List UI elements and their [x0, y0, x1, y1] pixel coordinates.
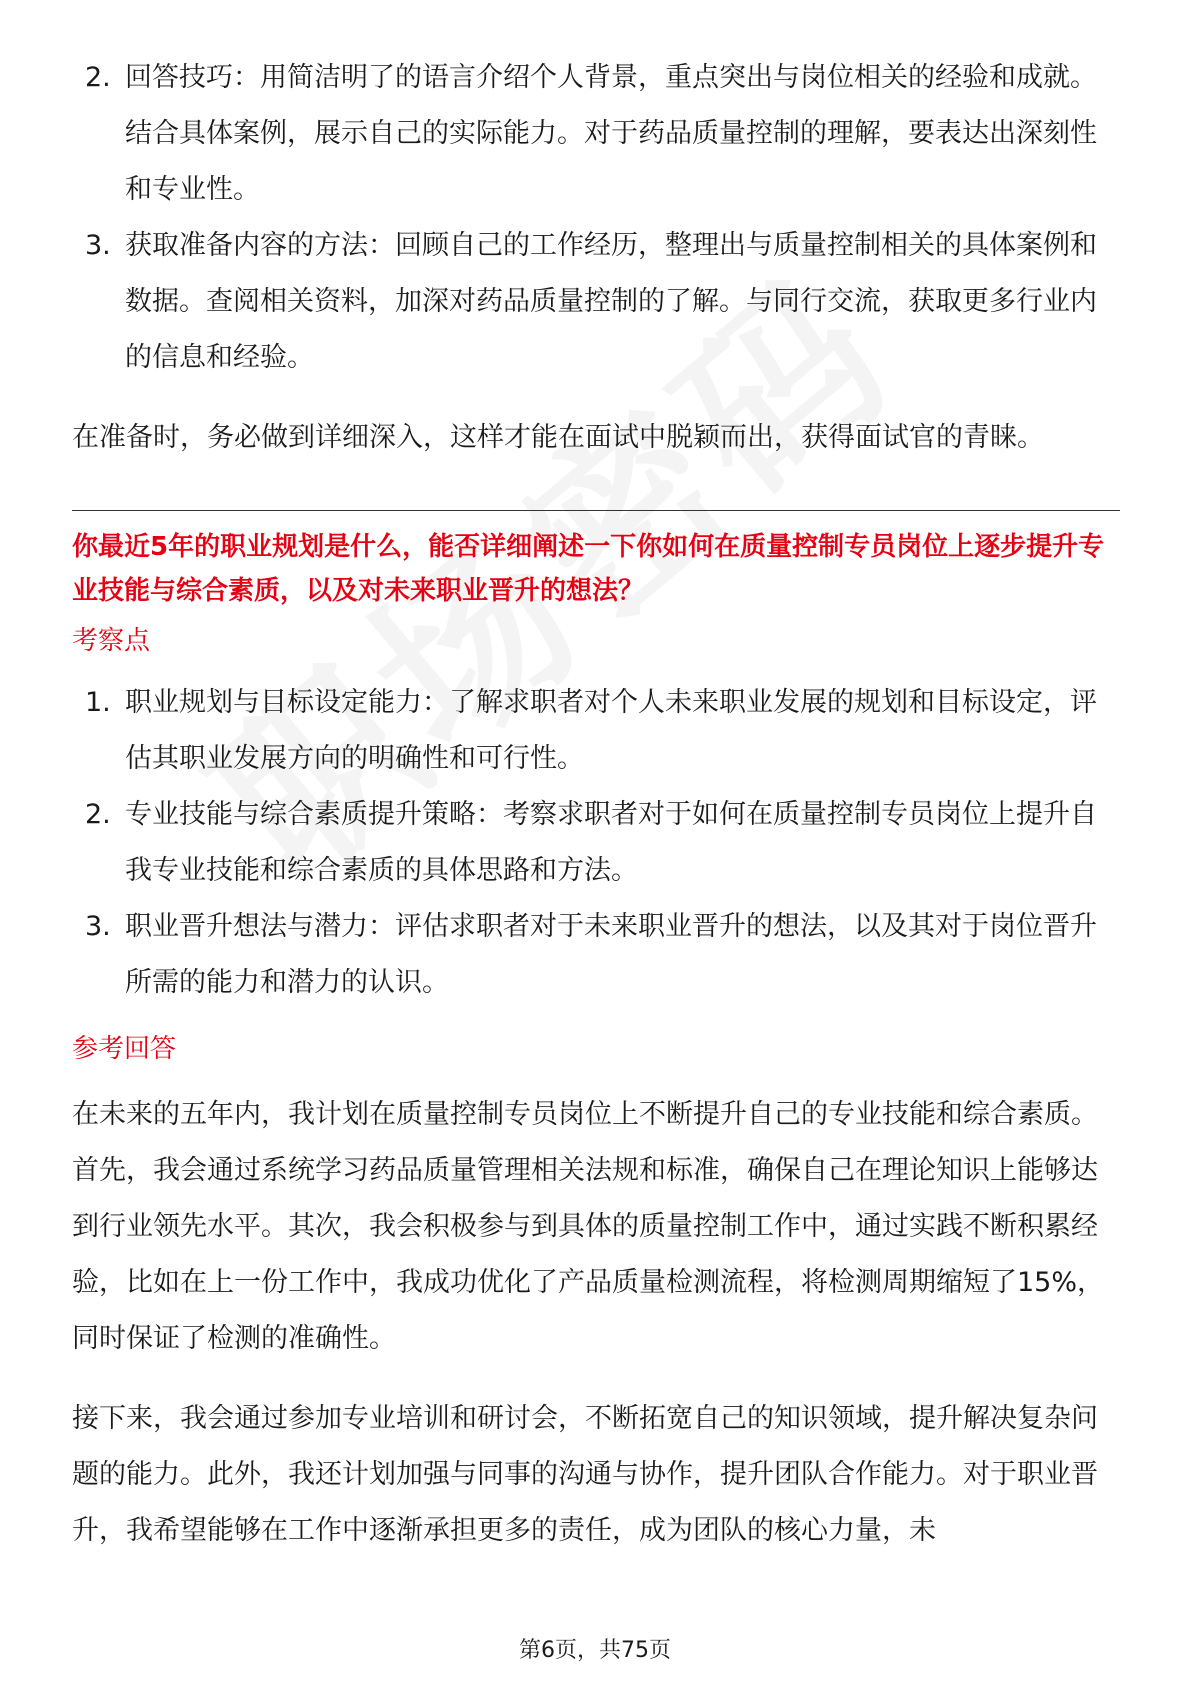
evaluation-points-list — [72, 675, 1120, 1011]
interview-question: 你最近5年的职业规划是什么，能否详细阐述一下你如何在质量控制专员岗位上逐步提升专业技能与综合素质，以及对未来职业晋升的想法？ — [72, 532, 1105, 606]
answer-paragraph: 接下来，我会通过参加专业培训和研讨会，不断拓宽自己的知识领域，提升解决复杂问题的能力。此外，我还计划加强与同事的沟通与协作，提升团队合作能力。对于职业晋升，我希望能够在工作中逐渐承担更多的责任，成为团队的核心力量，未 — [72, 1403, 1098, 1546]
list-item-text: 职业规划与目标设定能力：了解求职者对个人未来职业发展的规划和目标设定，评估其职业发展方向的明确性和可行性。 — [125, 687, 1097, 774]
list-item-number: 1. — [85, 687, 111, 718]
prep-tips-list — [72, 50, 1120, 386]
list-item-number: 3. — [85, 230, 111, 261]
list-item — [72, 675, 1120, 787]
points-heading: 考察点 — [72, 626, 151, 656]
list-item-number: 2. — [85, 799, 111, 830]
list-item-number: 3. — [85, 911, 111, 942]
list-item-number: 2. — [85, 62, 111, 93]
list-item-text: 获取准备内容的方法：回顾自己的工作经历，整理出与质量控制相关的具体案例和数据。查阅相关资料，加深对药品质量控制的了解。与同行交流，获取更多行业内的信息和经验。 — [125, 230, 1097, 373]
answer-heading: 参考回答 — [72, 1034, 177, 1064]
list-item — [72, 50, 1120, 218]
page-footer: 第6页，共75页 — [519, 1638, 671, 1663]
list-item-text: 职业晋升想法与潜力：评估求职者对于未来职业晋升的想法，以及其对于岗位晋升所需的能力和潜力的认识。 — [125, 911, 1097, 998]
closing-note: 在准备时，务必做到详细深入，这样才能在面试中脱颖而出，获得面试官的青睐。 — [72, 422, 1044, 453]
list-item-text: 回答技巧：用简洁明了的语言介绍个人背景，重点突出与岗位相关的经验和成就。结合具体案例，展示自己的实际能力。对于药品质量控制的理解，要表达出深刻性和专业性。 — [125, 62, 1097, 205]
list-item — [72, 899, 1120, 1011]
page-content — [72, 50, 1120, 1559]
list-item-text: 专业技能与综合素质提升策略：考察求职者对于如何在质量控制专员岗位上提升自我专业技能和综合素质的具体思路和方法。 — [125, 799, 1097, 886]
list-item — [72, 218, 1120, 386]
answer-paragraph: 在未来的五年内，我计划在质量控制专员岗位上不断提升自己的专业技能和综合素质。首先，我会通过系统学习药品质量管理相关法规和标准，确保自己在理论知识上能够达到行业领先水平。其次，我会积极参与到具体的质量控制工作中，通过实践不断积累经验，比如在上一份工作中，我成功优化了产品质量检测流程，将检测周期缩短了15%，同时保证了检测的准确性。 — [72, 1099, 1105, 1354]
list-item — [72, 787, 1120, 899]
